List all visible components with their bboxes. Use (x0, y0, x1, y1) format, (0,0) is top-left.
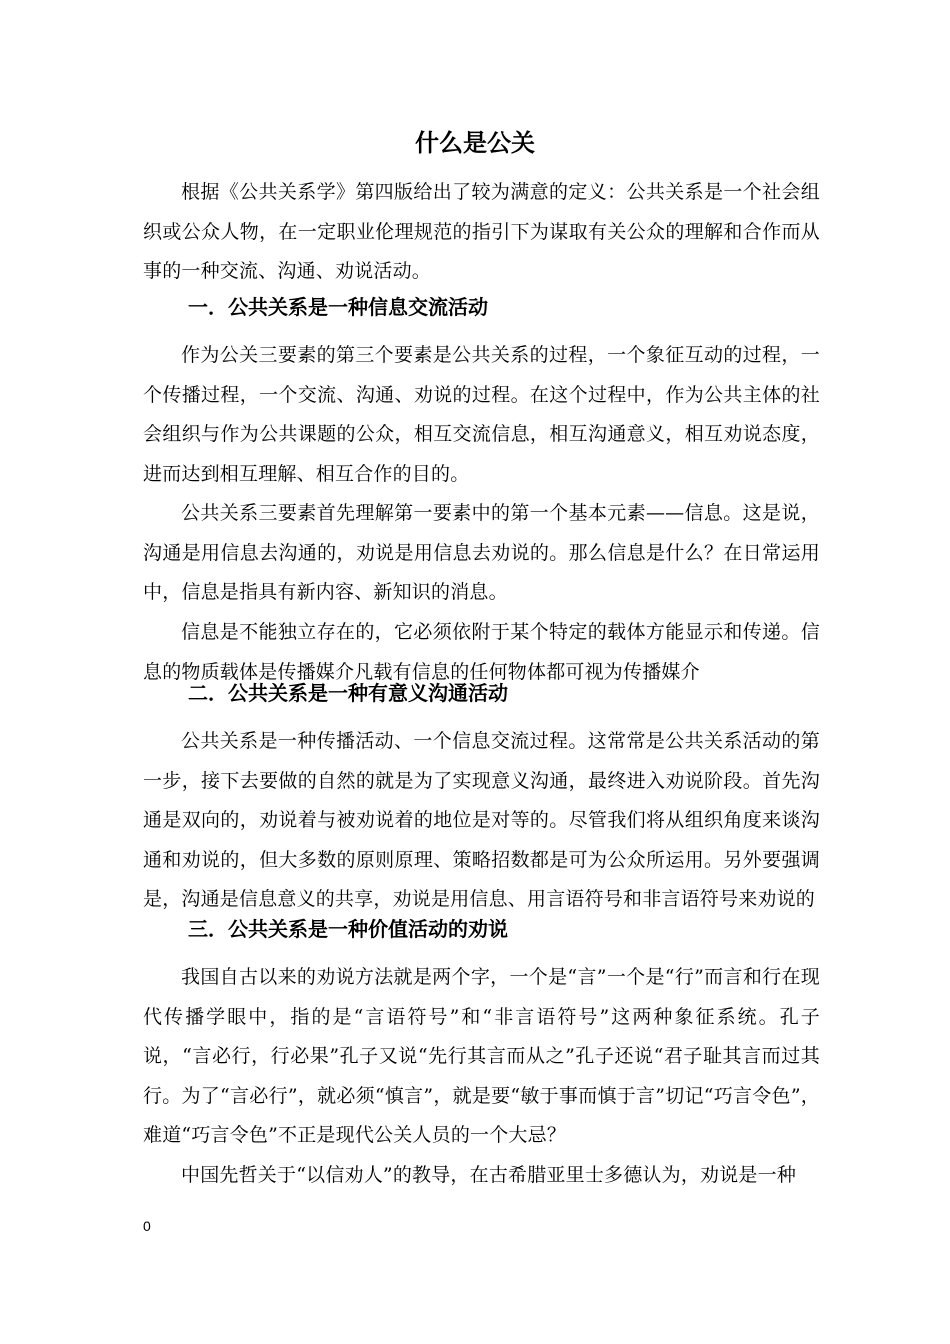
section-3-paragraph-1: 我国自古以来的劝说方法就是两个字，一个是“言”一个是“行”而言和行在现代传播学眼中，指的是“言语符号”和“非言语符号”这两种象征系统。孔子说，“言必行，行必果”孔子又说“先行其言而从之”孔子还说“君子耻其言而过其行。为了“言必行”，就必须“慎言”，就是要“敏于事而慎于言”切记“巧言令色”，难道“巧言令色”不正是现代公关人员的一个大忌？ (143, 966, 820, 1146)
section-2-heading: 二．公共关系是一种有意义沟通活动 (188, 681, 508, 705)
document-title: 什么是公关 (415, 129, 535, 157)
section-1-heading: 一．公共关系是一种信息交流活动 (188, 295, 488, 319)
section-3-heading: 三．公共关系是一种价值活动的劝说 (188, 917, 508, 941)
section-3-paragraph-2: 中国先哲关于“以信劝人”的教导，在古希腊亚里士多德认为，劝说是一种 (181, 1164, 797, 1186)
section-2-paragraph-1: 公共关系是一种传播活动、一个信息交流过程。这常常是公共关系活动的第一步，接下去要做的自然的就是为了实现意义沟通，最终进入劝说阶段。首先沟通是双向的，劝说着与被劝说着的地位是对等的。尽管我们将从组织角度来谈沟通和劝说的，但大多数的原则原理、策略招数都是可为公众所运用。另外要强调是，沟通是信息意义的共享，劝说是用信息、用言语符号和非言语符号来劝说的 (143, 730, 820, 910)
intro-paragraph: 根据《公共关系学》第四版给出了较为满意的定义：公共关系是一个社会组织或公众人物，在一定职业伦理规范的指引下为谋取有关公众的理解和合作而从事的一种交流、沟通、劝说活动。 (143, 181, 820, 282)
section-1-paragraph-1: 作为公关三要素的第三个要素是公共关系的过程，一个象征互动的过程，一个传播过程，一个交流、沟通、劝说的过程。在这个过程中，作为公共主体的社会组织与作为公共课题的公众，相互交流信息，相互沟通意义，相互劝说态度，进而达到相互理解、相互合作的目的。 (143, 344, 820, 485)
page-number: 0 (143, 1218, 151, 1234)
section-1-paragraph-2: 公共关系三要素首先理解第一要素中的第一个基本元素——信息。这是说，沟通是用信息去沟通的，劝说是用信息去劝说的。那么信息是什么？在日常运用中，信息是指具有新内容、新知识的消息。 (143, 502, 820, 603)
section-1-paragraph-3: 信息是不能独立存在的，它必须依附于某个特定的载体方能显示和传递。信息的物质载体是传播媒介凡载有信息的任何物体都可视为传播媒介 (143, 621, 820, 683)
